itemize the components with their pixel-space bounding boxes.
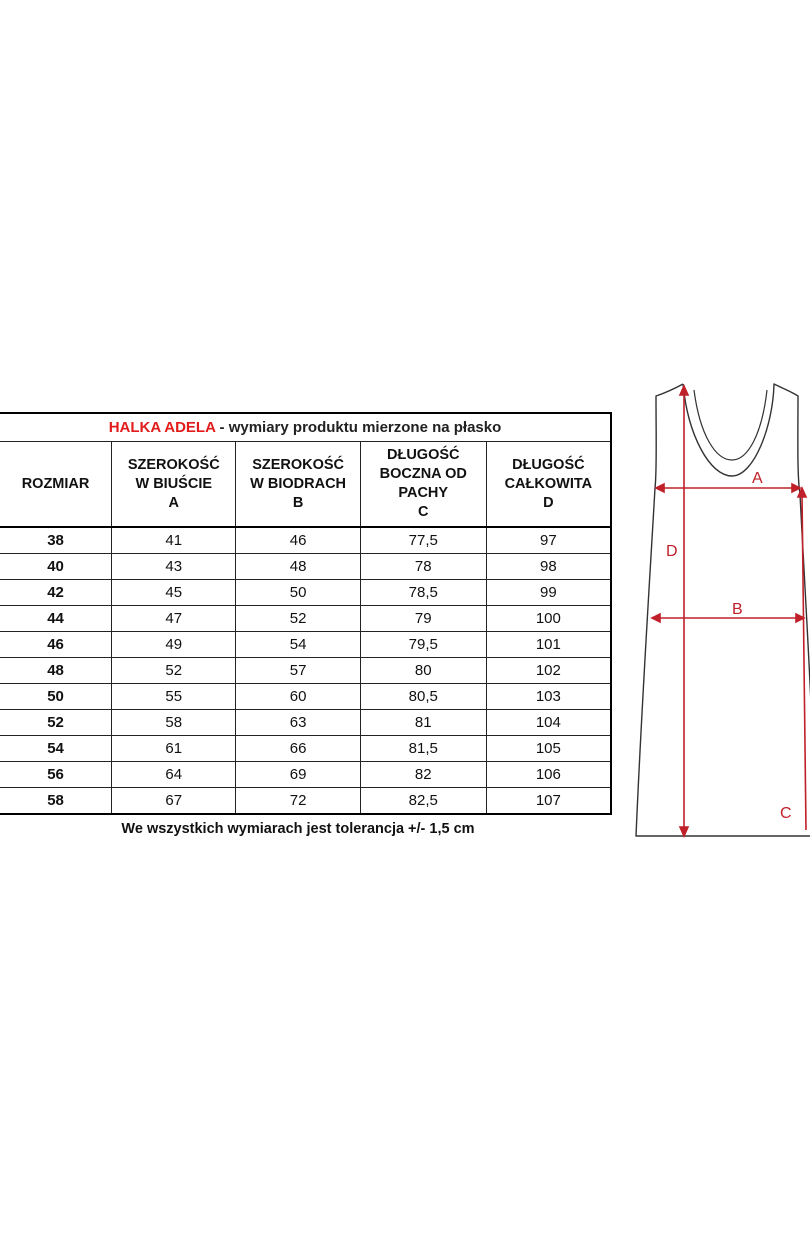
header-line: B (292, 494, 304, 511)
measurement-cell: 45 (112, 580, 236, 606)
measurement-cell: 67 (112, 788, 236, 815)
measurement-cell: 106 (486, 762, 611, 788)
measurement-cell: 102 (486, 658, 611, 684)
measurement-cell: 100 (486, 606, 611, 632)
label-c: C (780, 805, 792, 822)
size-cell: 50 (0, 684, 112, 710)
dress-diagram (620, 376, 810, 846)
size-cell: 56 (0, 762, 112, 788)
measurement-cell: 103 (486, 684, 611, 710)
measurement-cell: 50 (236, 580, 360, 606)
table-row (0, 710, 611, 736)
size-cell: 58 (0, 788, 112, 815)
table-row (0, 762, 611, 788)
table-row (0, 580, 611, 606)
measurement-cell: 61 (112, 736, 236, 762)
header-line: DŁUGOŚĆ (386, 447, 460, 463)
header-line: BOCZNA OD (379, 466, 467, 482)
header-line: SZEROKOŚĆ (252, 456, 345, 473)
header-cell (112, 442, 236, 528)
table-title-row (0, 413, 611, 442)
size-cell: 48 (0, 658, 112, 684)
measurement-cell: 72 (236, 788, 360, 815)
size-cell: 40 (0, 554, 112, 580)
label-b: B (732, 601, 743, 618)
measurement-cell: 101 (486, 632, 611, 658)
table-body (0, 527, 611, 814)
table-row (0, 788, 611, 815)
measurement-cell: 63 (236, 710, 360, 736)
header-line: PACHY (398, 485, 449, 501)
measurement-cell: 77,5 (360, 527, 486, 554)
size-cell: 46 (0, 632, 112, 658)
measurement-cell: 52 (236, 606, 360, 632)
table-row (0, 684, 611, 710)
table-title (0, 413, 611, 442)
measurement-cell: 99 (486, 580, 611, 606)
header-cell (360, 442, 486, 528)
measurement-cell: 58 (112, 710, 236, 736)
size-table (0, 412, 612, 815)
measurement-cell: 78 (360, 554, 486, 580)
measurement-cell: 81,5 (360, 736, 486, 762)
label-a: A (752, 470, 763, 487)
header-line: D (543, 494, 554, 511)
table-row (0, 527, 611, 554)
measurement-cell: 48 (236, 554, 360, 580)
measurement-cell: 97 (486, 527, 611, 554)
measurement-cell: 49 (112, 632, 236, 658)
measurement-cell: 43 (112, 554, 236, 580)
measurement-cell: 47 (112, 606, 236, 632)
measurement-cell: 52 (112, 658, 236, 684)
measurement-cell: 60 (236, 684, 360, 710)
header-line: A (168, 494, 179, 511)
measurement-cell: 82,5 (360, 788, 486, 815)
measurement-cell: 69 (236, 762, 360, 788)
header-line: W BIUŚCIE (135, 475, 213, 492)
measurement-cell: 81 (360, 710, 486, 736)
header-cell (486, 442, 611, 528)
table-row (0, 632, 611, 658)
product-name: HALKA ADELA (108, 419, 216, 436)
header-cell (0, 442, 112, 528)
header-line: CAŁKOWITA (504, 475, 593, 492)
measurement-cell: 66 (236, 736, 360, 762)
measurement-cell: 79,5 (360, 632, 486, 658)
size-cell: 38 (0, 527, 112, 554)
size-cell: 52 (0, 710, 112, 736)
measurement-cell: 78,5 (360, 580, 486, 606)
measure-d (680, 386, 688, 836)
measurement-cell: 98 (486, 554, 611, 580)
label-d: D (666, 543, 678, 560)
header-line: DŁUGOŚĆ (512, 456, 585, 473)
measurement-cell: 55 (112, 684, 236, 710)
measurement-cell: 46 (236, 527, 360, 554)
size-cell: 54 (0, 736, 112, 762)
size-cell: 42 (0, 580, 112, 606)
table-row (0, 658, 611, 684)
measurement-cell: 80 (360, 658, 486, 684)
header-line: ROZMIAR (21, 475, 90, 492)
table-header-row (0, 442, 611, 528)
measurement-cell: 105 (486, 736, 611, 762)
table-row (0, 606, 611, 632)
dress-neckline (694, 390, 767, 460)
measurement-cell: 104 (486, 710, 611, 736)
measure-c (798, 488, 806, 830)
header-line: SZEROKOŚĆ (127, 456, 220, 473)
measurement-cell: 79 (360, 606, 486, 632)
measurement-cell: 80,5 (360, 684, 486, 710)
measure-b (652, 614, 804, 622)
dress-outline (636, 384, 810, 836)
table-row (0, 554, 611, 580)
table-row (0, 736, 611, 762)
measurement-cell: 64 (112, 762, 236, 788)
measurement-cell: 82 (360, 762, 486, 788)
measurement-cell: 57 (236, 658, 360, 684)
tolerance-note: We wszystkich wymiarach jest tolerancja +/- 1,5 cm (121, 821, 475, 837)
measure-a (656, 484, 800, 492)
header-cell (236, 442, 360, 528)
header-line: C (418, 504, 429, 520)
measurement-cell: 41 (112, 527, 236, 554)
header-line: W BIODRACH (250, 475, 347, 492)
measurement-cell: 54 (236, 632, 360, 658)
table-title-text: - wymiary produktu mierzone na płasko (215, 419, 502, 436)
size-cell: 44 (0, 606, 112, 632)
measurement-cell: 107 (486, 788, 611, 815)
